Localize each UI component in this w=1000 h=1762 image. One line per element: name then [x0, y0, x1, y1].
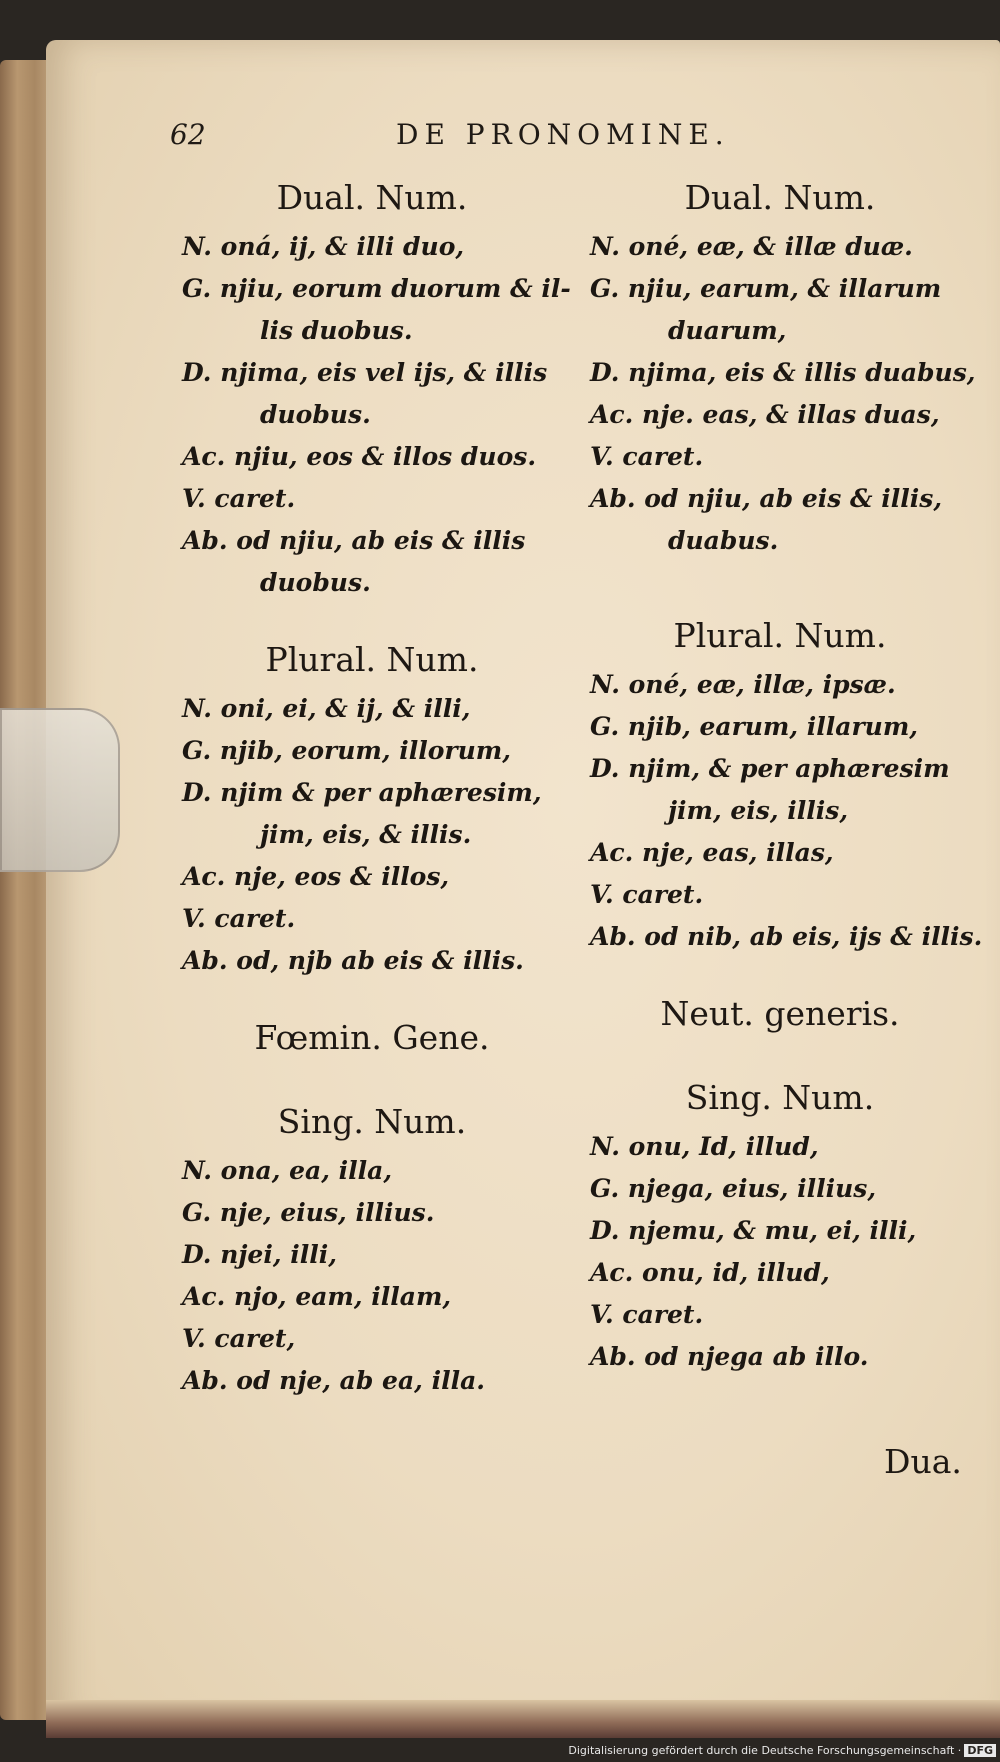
text-line: G. njib, earum, illarum, — [590, 712, 918, 741]
credit-text: Digitalisierung gefördert durch die Deutsche Forschungsgemeinschaft · — [568, 1744, 962, 1757]
page-clip — [0, 708, 120, 872]
text-line: Ac. nje, eos & illos, — [182, 862, 450, 891]
left-column — [182, 170, 571, 1402]
text-line: V. caret. — [590, 442, 704, 471]
text-line: duabus. — [668, 526, 779, 555]
text-line: D. njima, eis & illis duabus, — [590, 358, 976, 387]
text-line: G. njiu, eorum duorum & il- — [182, 274, 571, 303]
text-line: V. caret. — [182, 484, 296, 513]
text-line: Ac. onu, id, illud, — [590, 1258, 830, 1287]
text-line: Ab. od njiu, ab eis & illis — [182, 526, 526, 555]
text-line: duarum, — [668, 316, 787, 345]
text-line: N. oná, ij, & illi duo, — [182, 232, 465, 261]
text-line: G. njib, eorum, illorum, — [182, 736, 511, 765]
text-line: lis duobus. — [260, 316, 413, 345]
text-line: Ab. od nje, ab ea, illa. — [182, 1366, 485, 1395]
right-column — [590, 170, 983, 1378]
dual-heading: Dual. Num. — [276, 178, 468, 217]
text-line: Ac. njo, eam, illam, — [182, 1282, 452, 1311]
text-line: V. caret. — [182, 904, 296, 933]
text-line: V. caret. — [590, 880, 704, 909]
text-line: Ac. nje. eas, & illas duas, — [590, 400, 940, 429]
text-line: D. njemu, & mu, ei, illi, — [590, 1216, 917, 1245]
text-line: D. njim, & per aphæresim — [590, 754, 950, 783]
page-bottom-edge — [46, 1700, 1000, 1738]
text-line: G. njiu, earum, & illarum — [590, 274, 942, 303]
text-line: N. oni, ei, & ij, & illi, — [182, 694, 471, 723]
section-heading: Fœmin. Gene. — [254, 1018, 490, 1057]
dual-heading: Dual. Num. — [684, 178, 876, 217]
text-line: Ab. od njega ab illo. — [590, 1342, 869, 1371]
plural-heading: Plural. Num. — [673, 616, 887, 655]
text-line: G. nje, eius, illius. — [182, 1198, 435, 1227]
text-line: G. njega, eius, illius, — [590, 1174, 877, 1203]
text-line: N. oné, eæ, illæ, ipsæ. — [590, 670, 896, 699]
running-head-title: DE PRONOMINE. — [396, 118, 730, 151]
text-line: duobus. — [260, 400, 371, 429]
digitization-credit — [568, 1742, 996, 1760]
text-line: Ab. od nib, ab eis, ijs & illis. — [590, 922, 983, 951]
text-line: V. caret, — [182, 1324, 296, 1353]
text-line: jim, eis, & illis. — [260, 820, 472, 849]
text-line: Ab. od njiu, ab eis & illis, — [590, 484, 943, 513]
text-line: Ac. njiu, eos & illos duos. — [182, 442, 537, 471]
catchword: Dua. — [884, 1442, 962, 1481]
page-number: 62 — [170, 118, 206, 151]
text-line: N. oné, eæ, & illæ duæ. — [590, 232, 913, 261]
text-line: duobus. — [260, 568, 371, 597]
plural-heading: Plural. Num. — [265, 640, 479, 679]
text-line: Ab. od, njb ab eis & illis. — [182, 946, 524, 975]
singular-heading: Sing. Num. — [685, 1078, 875, 1117]
text-line: N. ona, ea, illa, — [182, 1156, 393, 1185]
text-line: N. onu, Id, illud, — [590, 1132, 819, 1161]
section-heading: Neut. generis. — [660, 994, 900, 1033]
text-line: D. njim & per aphæresim, — [182, 778, 542, 807]
text-line: Ac. nje, eas, illas, — [590, 838, 834, 867]
text-line: D. njima, eis vel ijs, & illis — [182, 358, 548, 387]
singular-heading: Sing. Num. — [277, 1102, 467, 1141]
text-line: jim, eis, illis, — [668, 796, 849, 825]
dfg-logo: DFG — [964, 1744, 996, 1757]
text-line: V. caret. — [590, 1300, 704, 1329]
text-line: D. njei, illi, — [182, 1240, 337, 1269]
running-head — [170, 118, 930, 158]
